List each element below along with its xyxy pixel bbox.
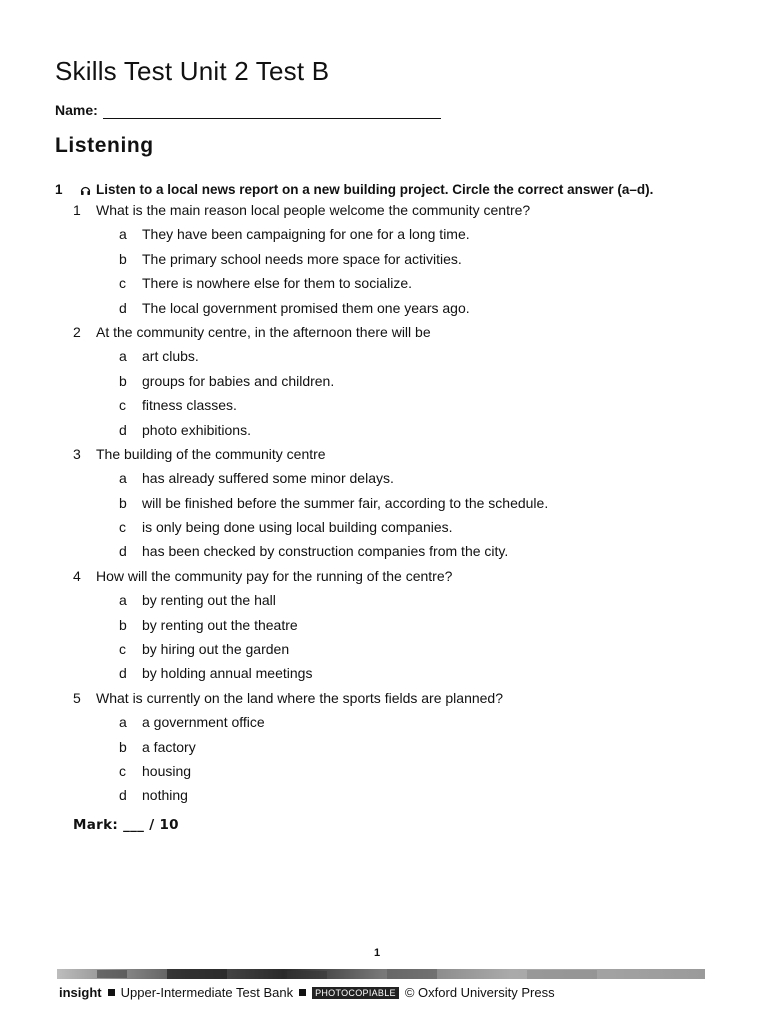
answer-option[interactable] bbox=[0, 737, 768, 761]
answer-option[interactable] bbox=[0, 639, 768, 663]
option-letter: b bbox=[119, 372, 127, 389]
name-label: Name: bbox=[55, 102, 98, 118]
option-letter: d bbox=[119, 543, 127, 560]
answer-option[interactable] bbox=[0, 663, 768, 687]
answer-option[interactable] bbox=[0, 590, 768, 614]
footer bbox=[59, 985, 555, 1000]
answer-option[interactable] bbox=[0, 298, 768, 322]
question-row bbox=[0, 566, 768, 590]
option-letter: d bbox=[119, 299, 127, 316]
option-letter: c bbox=[119, 397, 126, 414]
footer-photo-band bbox=[57, 969, 705, 979]
option-text: housing bbox=[142, 762, 192, 779]
option-letter: a bbox=[119, 592, 127, 609]
answer-option[interactable] bbox=[0, 615, 768, 639]
answer-option[interactable] bbox=[0, 420, 768, 444]
answer-option[interactable] bbox=[0, 761, 768, 785]
page-title: Skills Test Unit 2 Test B bbox=[55, 56, 330, 86]
option-text: has already suffered some minor delays. bbox=[142, 470, 394, 487]
option-text: groups for babies and children. bbox=[142, 372, 335, 389]
option-text: a factory bbox=[142, 738, 196, 755]
option-letter: d bbox=[119, 787, 127, 804]
mark-score: Mark: ___ / 10 bbox=[73, 817, 179, 833]
footer-brand: insight bbox=[59, 985, 102, 1000]
option-text: a government office bbox=[142, 714, 265, 731]
question-row bbox=[0, 322, 768, 346]
option-text: There is nowhere else for them to socialize. bbox=[142, 275, 413, 292]
question-text: How will the community pay for the running of the centre? bbox=[96, 567, 453, 584]
answer-option[interactable] bbox=[0, 785, 768, 809]
option-text: is only being done using local building companies. bbox=[142, 519, 453, 536]
question-number: 5 bbox=[73, 689, 81, 706]
exercise-instruction: Listen to a local news report on a new building project. Circle the correct answer (a–d). bbox=[96, 182, 654, 197]
footer-book-title: Upper-Intermediate Test Bank bbox=[120, 985, 294, 1000]
option-letter: a bbox=[119, 348, 127, 365]
option-letter: b bbox=[119, 738, 127, 755]
footer-square-icon bbox=[299, 989, 306, 996]
question-row bbox=[0, 444, 768, 468]
question-row bbox=[0, 200, 768, 224]
question-text: The building of the community centre bbox=[96, 445, 326, 462]
option-text: will be finished before the summer fair, according to the schedule. bbox=[142, 494, 549, 511]
option-letter: d bbox=[119, 421, 127, 438]
option-text: by hiring out the garden bbox=[142, 641, 290, 658]
answer-option[interactable] bbox=[0, 541, 768, 565]
page-number: 1 bbox=[374, 947, 381, 959]
footer-square-icon bbox=[108, 989, 115, 996]
answer-option[interactable] bbox=[0, 517, 768, 541]
option-text: art clubs. bbox=[142, 348, 199, 365]
answer-option[interactable] bbox=[0, 273, 768, 297]
answer-option[interactable] bbox=[0, 249, 768, 273]
option-letter: c bbox=[119, 275, 126, 292]
option-text: by renting out the hall bbox=[142, 592, 276, 609]
option-letter: a bbox=[119, 470, 127, 487]
question-number: 1 bbox=[73, 202, 81, 218]
name-answer-line bbox=[103, 118, 441, 119]
question-text: What is the main reason local people welcome the community centre? bbox=[96, 202, 531, 218]
option-text: nothing bbox=[142, 787, 188, 804]
photocopiable-badge: PHOTOCOPIABLE bbox=[312, 987, 399, 999]
option-letter: b bbox=[119, 616, 127, 633]
answer-option[interactable] bbox=[0, 712, 768, 736]
option-letter: b bbox=[119, 250, 127, 267]
option-letter: a bbox=[119, 714, 127, 731]
question-number: 3 bbox=[73, 445, 81, 462]
question-text: What is currently on the land where the sports fields are planned? bbox=[96, 689, 504, 706]
answer-option[interactable] bbox=[0, 395, 768, 419]
question-list bbox=[0, 200, 768, 810]
audio-icon bbox=[80, 185, 91, 196]
option-text: fitness classes. bbox=[142, 397, 237, 414]
section-heading: Listening bbox=[55, 134, 154, 157]
answer-option[interactable] bbox=[0, 371, 768, 395]
option-text: They have been campaigning for one for a long time. bbox=[142, 226, 470, 243]
exercise-number: 1 bbox=[55, 182, 63, 197]
option-letter: a bbox=[119, 226, 127, 243]
option-text: The local government promised them one years ago. bbox=[142, 299, 470, 316]
question-row bbox=[0, 688, 768, 712]
footer-publisher: © Oxford University Press bbox=[404, 985, 555, 1000]
option-letter: b bbox=[119, 494, 127, 511]
question-number: 4 bbox=[73, 567, 81, 584]
answer-option[interactable] bbox=[0, 468, 768, 492]
answer-option[interactable] bbox=[0, 346, 768, 370]
option-letter: c bbox=[119, 519, 126, 536]
option-text: The primary school needs more space for activities. bbox=[142, 250, 462, 267]
option-text: has been checked by construction companies from the city. bbox=[142, 543, 509, 560]
question-number: 2 bbox=[73, 323, 81, 340]
option-text: photo exhibitions. bbox=[142, 421, 251, 438]
option-text: by holding annual meetings bbox=[142, 665, 313, 682]
option-letter: c bbox=[119, 762, 126, 779]
answer-option[interactable] bbox=[0, 224, 768, 248]
answer-option[interactable] bbox=[0, 493, 768, 517]
option-text: by renting out the theatre bbox=[142, 616, 298, 633]
question-text: At the community centre, in the afternoon there will be bbox=[96, 323, 431, 340]
option-letter: c bbox=[119, 641, 126, 658]
option-letter: d bbox=[119, 665, 127, 682]
